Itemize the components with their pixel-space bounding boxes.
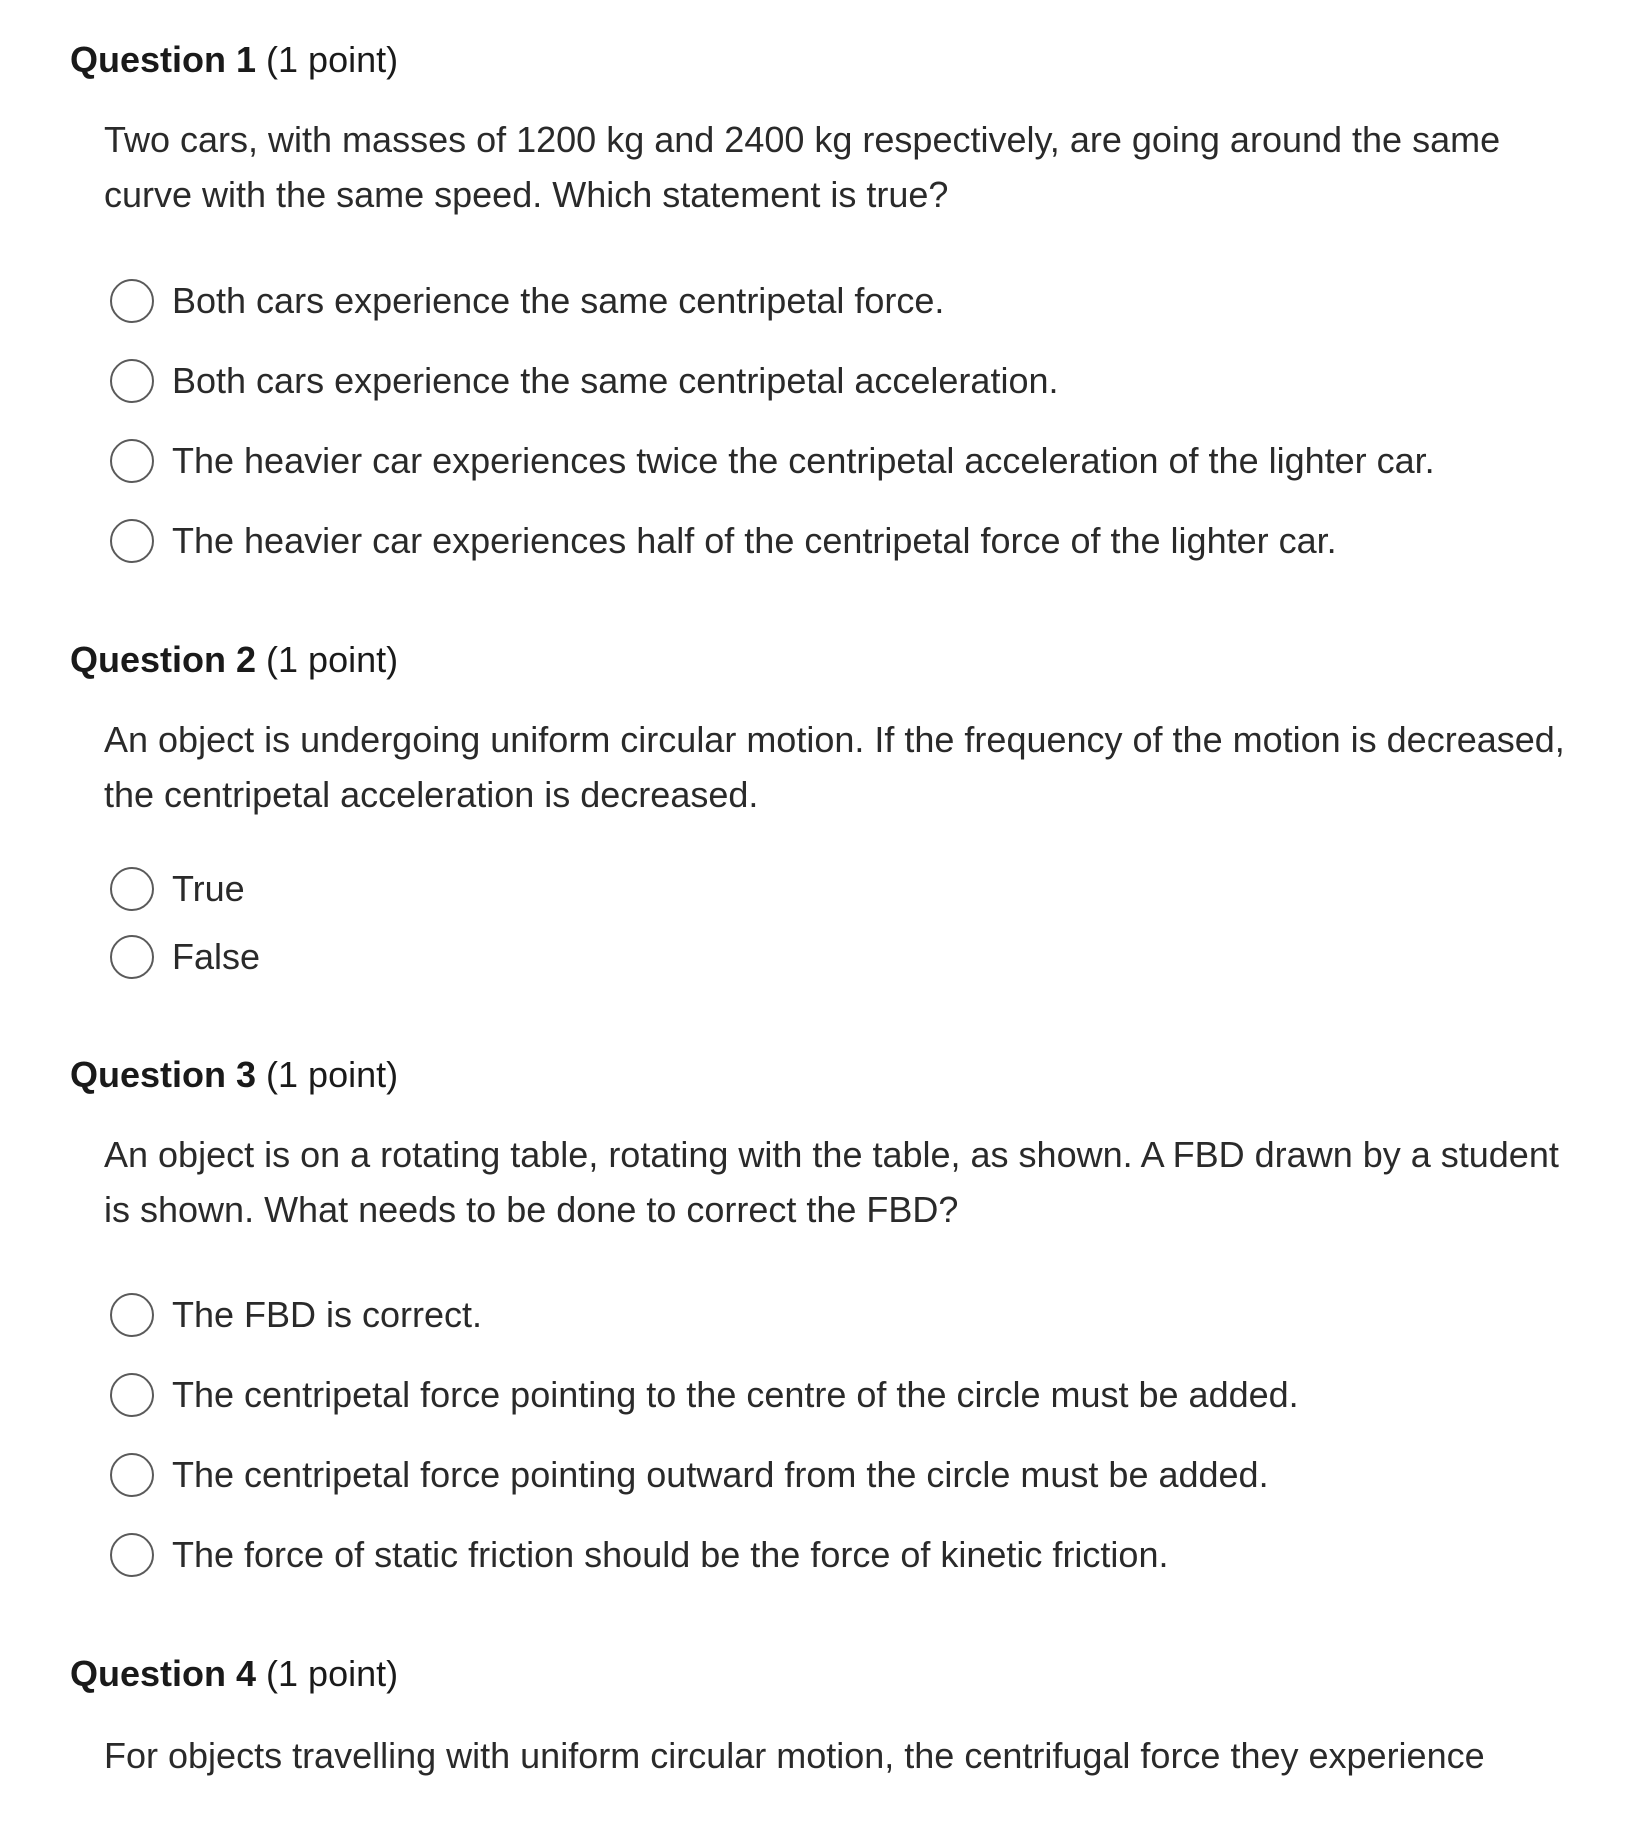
option-label: False [172, 936, 261, 977]
question-3-option-1[interactable] [110, 1290, 482, 1340]
option-label: The force of static friction should be the force of kinetic friction. [172, 1534, 1169, 1575]
radio-button[interactable] [110, 1373, 154, 1417]
radio-button[interactable] [110, 519, 154, 563]
question-1-title [70, 38, 398, 82]
question-label: Question 4 [70, 1653, 257, 1694]
question-4-prompt: For objects travelling with uniform circular motion, the centrifugal force they experience [104, 1735, 1485, 1776]
radio-button[interactable] [110, 1453, 154, 1497]
question-3-option-2[interactable] [110, 1370, 1299, 1420]
question-points: (1 point) [266, 39, 399, 80]
question-points: (1 point) [266, 639, 399, 680]
question-1-option-2[interactable] [110, 356, 1058, 406]
question-2-title [70, 638, 398, 682]
question-label: Question 3 [70, 1054, 257, 1095]
question-label: Question 2 [70, 639, 257, 680]
option-label: The FBD is correct. [172, 1294, 483, 1335]
option-label: The centripetal force pointing to the centre of the circle must be added. [172, 1374, 1299, 1415]
radio-button[interactable] [110, 1533, 154, 1577]
option-label: The centripetal force pointing outward from the circle must be added. [172, 1454, 1269, 1495]
question-points: (1 point) [266, 1653, 399, 1694]
radio-button[interactable] [110, 279, 154, 323]
question-2-option-true[interactable] [110, 864, 245, 914]
question-1-option-3[interactable] [110, 436, 1435, 486]
question-1-option-4[interactable] [110, 516, 1337, 566]
option-label: The heavier car experiences twice the centripetal acceleration of the lighter car. [172, 440, 1435, 481]
radio-button[interactable] [110, 935, 154, 979]
radio-button[interactable] [110, 867, 154, 911]
question-points: (1 point) [266, 1054, 399, 1095]
question-3-option-4[interactable] [110, 1530, 1168, 1580]
option-label: Both cars experience the same centripetal acceleration. [172, 360, 1059, 401]
radio-button[interactable] [110, 1293, 154, 1337]
question-4-title [70, 1652, 398, 1696]
radio-button[interactable] [110, 359, 154, 403]
question-1-prompt: Two cars, with masses of 1200 kg and 2400 kg respectively, are going around the same curve with the same speed. Which statement is true? [104, 119, 1501, 215]
option-label: Both cars experience the same centripetal force. [172, 280, 945, 321]
question-2-prompt: An object is undergoing uniform circular motion. If the frequency of the motion is decreased, the centripetal acceleration is decreased. [104, 719, 1565, 815]
question-3-prompt: An object is on a rotating table, rotating with the table, as shown. A FBD drawn by a student is shown. What needs to be done to correct the FBD? [104, 1134, 1559, 1230]
option-label: The heavier car experiences half of the centripetal force of the lighter car. [172, 520, 1337, 561]
question-3-option-3[interactable] [110, 1450, 1269, 1500]
question-1-option-1[interactable] [110, 276, 944, 326]
option-label: True [172, 868, 245, 909]
question-label: Question 1 [70, 39, 257, 80]
radio-button[interactable] [110, 439, 154, 483]
question-2-option-false[interactable] [110, 932, 260, 982]
question-3-title [70, 1053, 398, 1097]
